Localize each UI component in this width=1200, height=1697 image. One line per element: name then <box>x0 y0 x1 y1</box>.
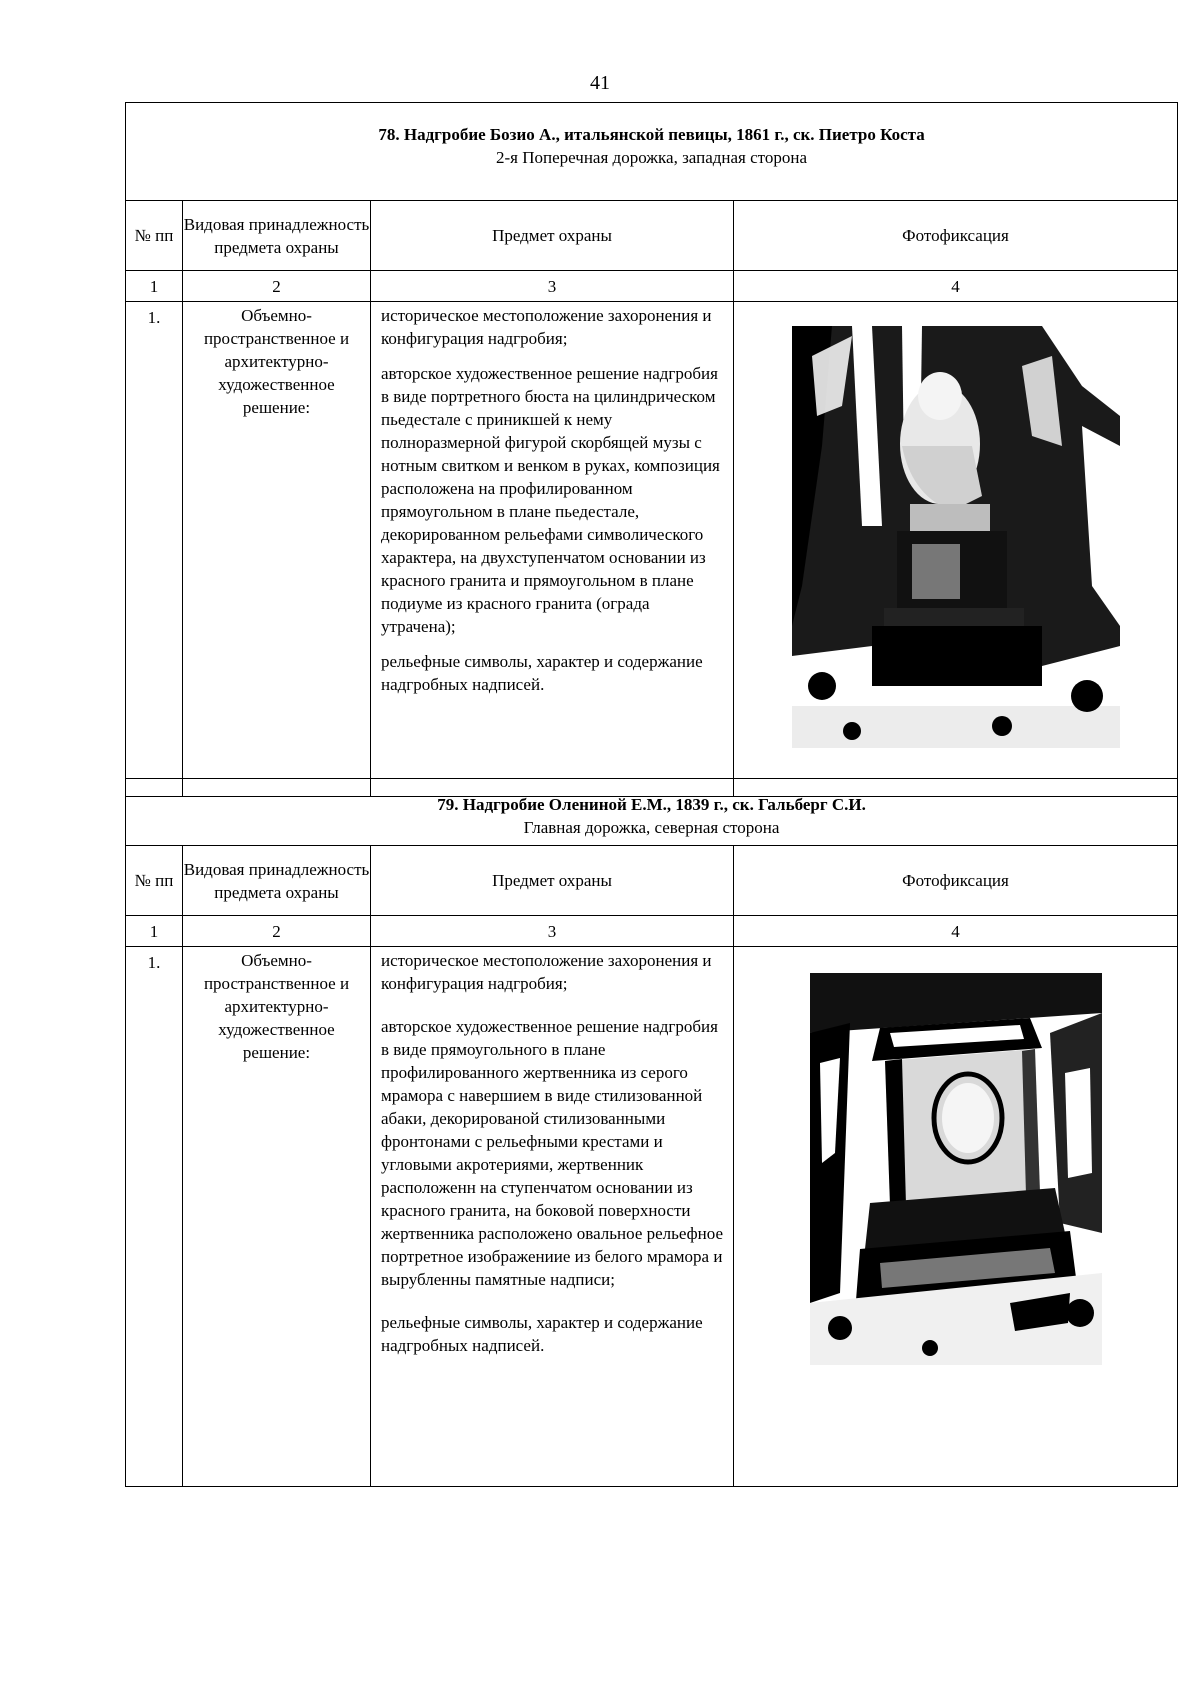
col-header-photo: Фотофиксация <box>734 846 1178 916</box>
page-number: 41 <box>590 72 610 94</box>
column-header-row <box>126 846 1178 916</box>
entry-header <box>126 779 1178 846</box>
entry-header <box>126 103 1178 201</box>
col-index: 1 <box>126 916 183 947</box>
col-index: 4 <box>734 271 1178 302</box>
entry-header-row <box>126 103 1178 201</box>
col-header-num: № пп <box>126 201 183 271</box>
col-header-photo: Фотофиксация <box>734 201 1178 271</box>
col-header-num: № пп <box>126 846 183 916</box>
column-index-row <box>126 271 1178 302</box>
tombstone-photo-bosio <box>792 326 1120 748</box>
col-index: 4 <box>734 916 1178 947</box>
subject-paragraph: историческое местоположение захоронения и конфигурация надгробия; <box>381 951 712 993</box>
row-number: 1. <box>126 302 183 797</box>
row-number: 1. <box>126 947 183 1487</box>
entry-header-row <box>126 779 1178 846</box>
subject-paragraph: рельефные символы, характер и содержание надгробных надписей. <box>381 1313 703 1355</box>
col-index: 1 <box>126 271 183 302</box>
entry-title: 79. Надгробие Олениной Е.М., 1839 г., ск. Гальберг С.И. <box>437 795 866 814</box>
tombstone-photo-olenina <box>810 973 1102 1365</box>
col-index: 3 <box>371 271 734 302</box>
col-header-subject: Предмет охраны <box>371 846 734 916</box>
col-index: 2 <box>183 916 371 947</box>
subject-paragraph: авторское художественное решение надгробия в виде прямоугольного в плане профилированного жертвенника из серого мрамора с навершием в виде стилизованной абаки, декорированой стилизованными фронтонами с рельефными крестами и угловыми акротериями, жертвенник расположенн на ступенчатом основании из красного гранита, на боковой поверхности жертвенника расположено овальное рельефное портретное изображениие из белого мрамора и вырубленны памятные надписи; <box>381 1017 724 1289</box>
subject-paragraph: авторское художественное решение надгробия в виде портретного бюста на цилиндрическом пьедестале с приникшей к нему полноразмерной фигурой скорбящей музы с нотным свитком и венком в руках, композиция расположена на профилированном прямоугольном в плане пьедестале, декорированном рельефами символического характера, на двухступенчатом основании из красного гранита и прямоугольном в плане подиуме из красного гранита (ограда утрачена); <box>381 364 720 636</box>
col-header-type: Видовая принадлежность предмета охраны <box>183 846 371 916</box>
col-header-subject: Предмет охраны <box>371 201 734 271</box>
row-photo <box>734 947 1178 1487</box>
subject-paragraph: историческое местоположение захоронения и конфигурация надгробия; <box>381 306 712 348</box>
entry-location: Главная дорожка, северная сторона <box>523 818 780 837</box>
entry-title: 78. Надгробие Бозио А., итальянской певицы, 1861 г., ск. Пиетро Коста <box>378 125 925 144</box>
row-subject <box>371 302 734 797</box>
heritage-entry-78 <box>125 102 1178 797</box>
row-type: Объемно-пространственное и архитектурно-художественное решение: <box>183 947 371 1487</box>
col-index: 2 <box>183 271 371 302</box>
heritage-entry-79 <box>125 778 1178 1487</box>
row-photo <box>734 302 1178 797</box>
column-header-row <box>126 201 1178 271</box>
table-row <box>126 947 1178 1487</box>
subject-paragraph: рельефные символы, характер и содержание надгробных надписей. <box>381 652 703 694</box>
col-index: 3 <box>371 916 734 947</box>
table-row <box>126 302 1178 797</box>
entry-location: 2-я Поперечная дорожка, западная сторона <box>496 148 808 167</box>
row-type: Объемно-пространственное и архитектурно-художественное решение: <box>183 302 371 797</box>
col-header-type: Видовая принадлежность предмета охраны <box>183 201 371 271</box>
column-index-row <box>126 916 1178 947</box>
row-subject <box>371 947 734 1487</box>
